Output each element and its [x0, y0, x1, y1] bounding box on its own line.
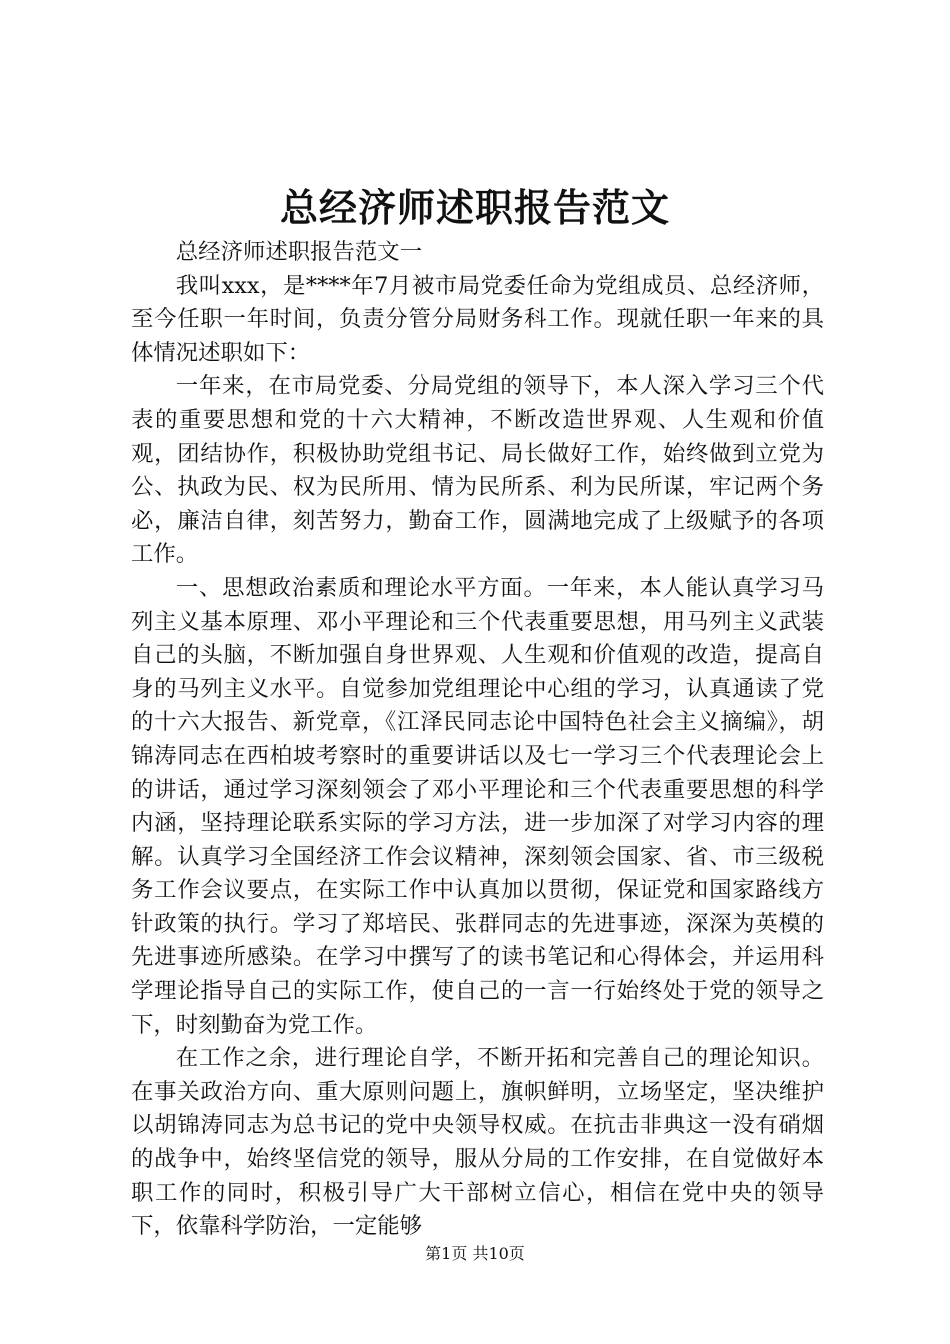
paragraph-section-one: 一、思想政治素质和理论水平方面。一年来，本人能认真学习马列主义基本原理、邓小平理论和三个代表重要思想，用马列主义武装自己的头脑，不断加强自身世界观、人生观和价值观的改造，提高自身的马列主义水平。自觉参加党组理论中心组的学习，认真通读了党的十六大报告、新党章，《江泽民同志论中国特色社会主义摘编》，胡锦涛同志在西柏坡考察时的重要讲话以及七一学习三个代表理论会上的讲话，通过学习深刻领会了邓小平理论和三个代表重要思想的科学内涵，坚持理论联系实际的学习方法，进一步加深了对学习内容的理解。认真学习全国经济工作会议精神，深刻领会国家、省、市三级税务工作会议要点，在实际工作中认真加以贯彻，保证党和国家路线方针政策的执行。学习了郑培民、张群同志的先进事迹，深深为英模的先进事迹所感染。在学习中撰写了的读书笔记和心得体会，并运用科学理论指导自己的实际工作，使自己的一言一行始终处于党的领导之下，时刻勤奋为党工作。	[131, 574, 824, 1038]
page-number-footer: 第1页 共10页	[425, 1244, 525, 1263]
document-title: 总经济师述职报告范文	[279, 185, 670, 230]
document-body	[131, 236, 824, 1244]
paragraph-summary: 一年来，在市局党委、分局党组的领导下，本人深入学习三个代表的重要思想和党的十六大精神，不断改造世界观、人生观和价值观，团结协作，积极协助党组书记、局长做好工作，始终做到立党为公、执政为民、权为民所用、情为民所系、利为民所谋，牢记两个务必，廉洁自律，刻苦努力，勤奋工作，圆满地完成了上级赋予的各项工作。	[131, 373, 824, 568]
paragraph-intro: 我叫xxx，是****年7月被市局党委任命为党组成员、总经济师，至今任职一年时间，负责分管分局财务科工作。现就任职一年来的具体情况述职如下：	[131, 272, 824, 366]
paragraph-subtitle: 总经济师述职报告范文一	[175, 239, 423, 265]
paragraph-self-study: 在工作之余，进行理论自学，不断开拓和完善自己的理论知识。在事关政治方向、重大原则问题上，旗帜鲜明，立场坚定，坚决维护以胡锦涛同志为总书记的党中央领导权威。在抗击非典这一没有硝烟的战争中，始终坚信党的领导，服从分局的工作安排，在自觉做好本职工作的同时，积极引导广大干部树立信心，相信在党中央的领导下，依靠科学防治，一定能够	[131, 1045, 824, 1240]
